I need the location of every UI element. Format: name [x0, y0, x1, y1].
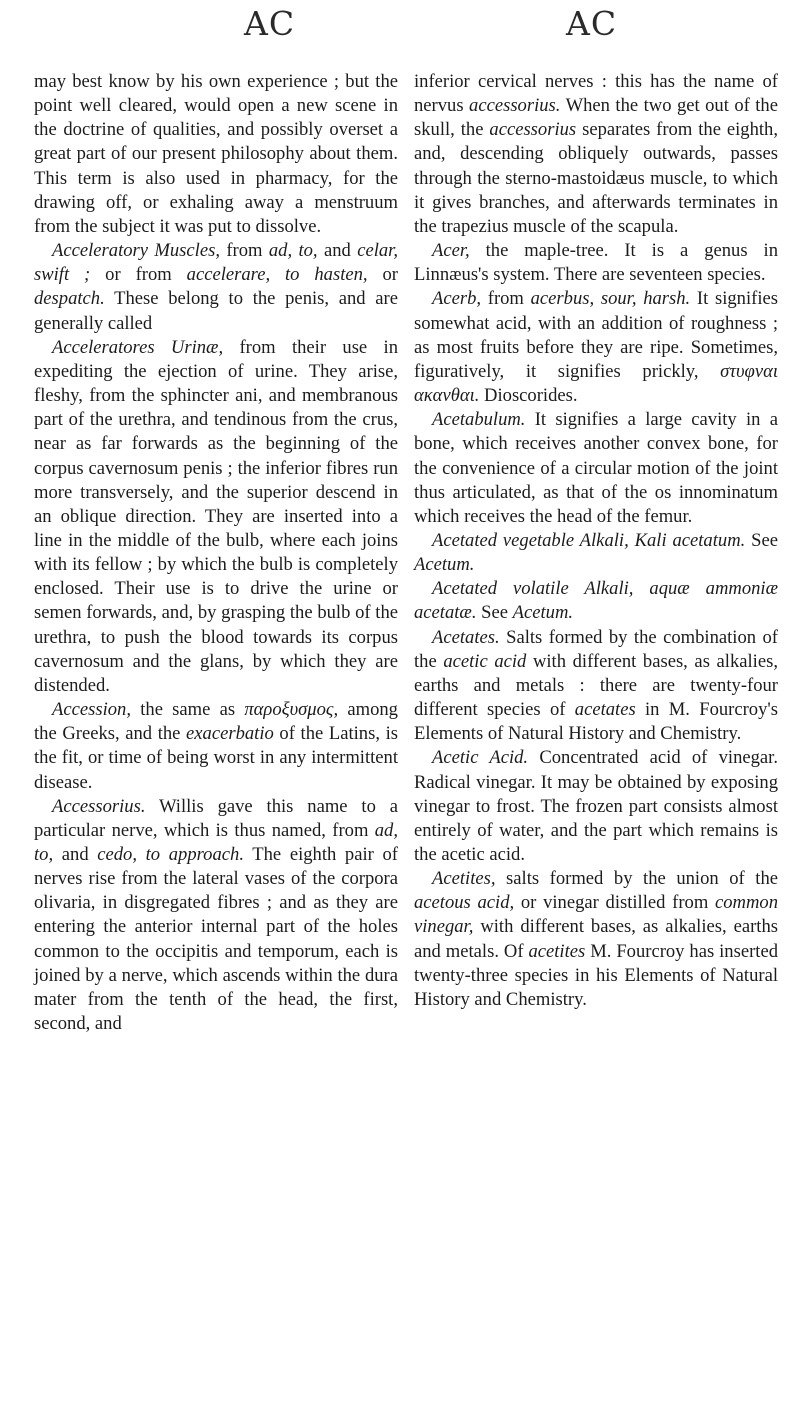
cross-reference: Acetum. [512, 602, 574, 624]
entry-acceleratory-muscles: Acceleratory Muscles, from ad, to, and celar, swift ; or from accelerare, to hasten, or despatch. These belong to the penis, and are generally called [34, 240, 398, 334]
entry-term: Acetated vegetable Alkali, Kali acetatum. [432, 529, 746, 551]
entry-term: Acetabulum. [432, 409, 526, 431]
entry-term: Acerb, [432, 288, 482, 310]
entry-acetates: Acetates. Salts formed by the combination of the acetic acid with different bases, as alkalies, earths and metals : there are twenty-four different species of acetates in M. Fourcroy's Elements of Natural History and Chemistry. [414, 626, 778, 745]
entry-term: Accession, [52, 699, 131, 721]
entry-term: Accessorius. [52, 795, 146, 817]
entry-acetites: Acetites, salts formed by the union of the acetous acid, or vinegar distilled from common vinegar, with different bases, as alkalies, earths and metals. Of acetites M. Fourcroy has inserted twenty-three species in his Elements of Natural History and Chemistry. [414, 868, 778, 1010]
entry-term: Acceleratory Muscles, [52, 240, 220, 262]
cross-reference: Acetum. [414, 554, 475, 576]
left-column [34, 70, 398, 1036]
greek-text: στυφναι ακανθαι. [414, 360, 778, 407]
running-head-right: AC [566, 4, 618, 43]
entry-term: Acetites, [432, 868, 496, 890]
paragraph-continued: inferior cervical nerves : this has the name of nervus accessorius. When the two get out of the skull, the accessorius separates from the eighth, and, descending obliquely outwards, passes through the sterno-mastoidæus muscle, to which it gives branches, and afterwards terminates in the trapezius muscle of the scapula. [414, 71, 778, 237]
entry-accessorius: Accessorius. Willis gave this name to a particular nerve, which is thus named, from ad, to, and cedo, to approach. The eighth pair of nerves rise from the lateral vases of the corpora olivaria, in disgregated fibres ; and as they are entering the anterior internal part of the holes common to the occipitis and temporum, each is joined by a nerve, which ascends within the dura mater from the tenth of the head, the first, second, and [34, 795, 398, 1035]
running-header [0, 4, 800, 54]
entry-acetated-vegetable-alkali: Acetated vegetable Alkali, Kali acetatum. See Acetum. [414, 529, 778, 576]
entry-acetabulum: Acetabulum. It signifies a large cavity in a bone, which receives another convex bone, for the convenience of a circular motion of the joint thus articulated, as that of the os innominatum which receives the head of the femur. [414, 409, 778, 527]
entry-term: Acetates. [432, 626, 500, 648]
entry-acer: Acer, the maple-tree. It is a genus in Linnæus's system. There are seventeen species. [414, 240, 778, 286]
entry-accession: Accession, the same as παροξυσμος, among the Greeks, and the exacerbatio of the Latins, is the fit, or time of being worst in any intermittent disease. [34, 699, 398, 793]
entry-term: Acceleratores Urinæ, [52, 336, 224, 358]
entry-acetic-acid: Acetic Acid. Concentrated acid of vinegar. Radical vinegar. It may be obtained by exposing vinegar to frost. The frozen part consists almost entirely of water, and the part which remains is the acetic acid. [414, 747, 778, 865]
greek-text: παροξυσμος, [244, 699, 339, 721]
right-column [414, 70, 778, 1012]
entry-acerb: Acerb, from acerbus, sour, harsh. It signifies somewhat acid, with an addition of roughness ; as most fruits before they are ripe. Sometimes, figuratively, it signifies prickly, στυφναι ακανθαι. Dioscorides. [414, 288, 778, 407]
entry-acetated-volatile-alkali: Acetated volatile Alkali, aquæ ammoniæ acetatæ. See Acetum. [414, 578, 778, 624]
running-head-left: AC [244, 4, 296, 43]
entry-acceleratores-urinae: Acceleratores Urinæ, from their use in expediting the ejection of urine. They arise, fleshy, from the sphincter ani, and membranous part of the urethra, and tendinous from the crus, near as far forwards as the beginning of the corpus cavernosum penis ; the inferior fibres run more transversely, and the superior descend in an oblique direction. They are inserted into a line in the middle of the bulb, where each joins with its fellow ; by which the bulb is completely enclosed. Their use is to drive the urine or semen forwards, and, by grasping the bulb of the urethra, to push the blood towards its corpus cavernosum and the glans, by which they are distended. [34, 336, 399, 696]
entry-term: Acetic Acid. [432, 747, 529, 769]
paragraph-continued: may best know by his own experience ; but the point well cleared, would open a new scene in the doctrine of qualities, and possibly overset a great part of our present philosophy about them. This term is also used in pharmacy, for the drawing off, or exhaling away a menstruum from the subject it was put to dissolve. [34, 71, 398, 237]
entry-term: Acer, [432, 240, 470, 262]
entry-term: Acetated volatile Alkali, aquæ ammoniæ acetatæ. [414, 578, 778, 624]
